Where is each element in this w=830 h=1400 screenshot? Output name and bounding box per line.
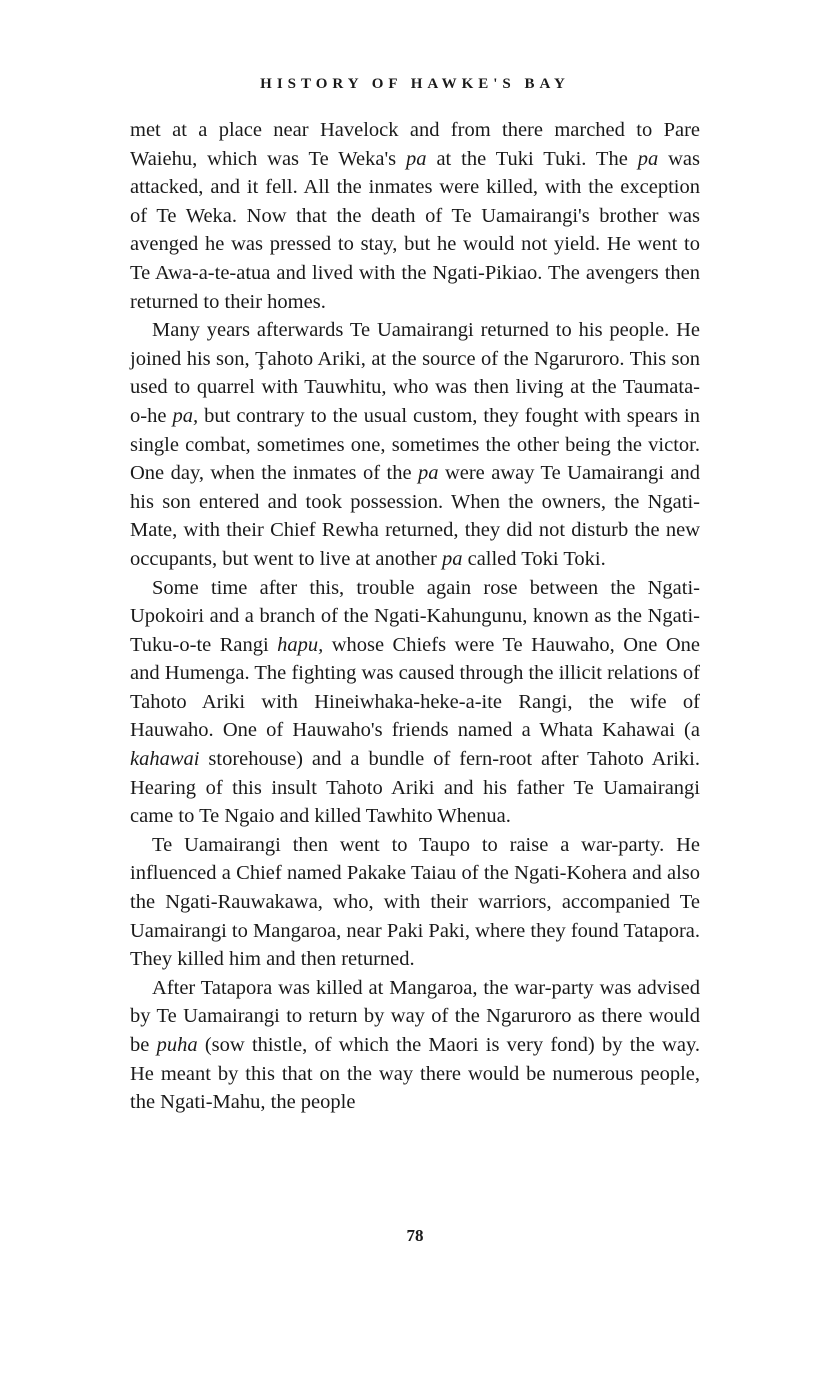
- italic-term: hapu,: [277, 633, 324, 656]
- text-run: but contrary to the usual custom, they fought with spears in single combat, sometimes one, sometimes the other being the victor. One day, when the inmates of the: [130, 404, 700, 485]
- running-head: HISTORY OF HAWKE'S BAY: [260, 76, 570, 92]
- text-run: Some time after this, trouble again rose between the Ngati-Upokoiri and a branch of the Ngati-Kahungunu, known as the Ngati-Tuku-o-te Rangi: [130, 576, 700, 656]
- italic-term: pa: [637, 147, 659, 170]
- body-text: [130, 116, 700, 1117]
- text-run: (sow thistle, of which the Maori is very fond) by the way. He meant by this that on the way there would be numerous people, the Ngati-Mahu, the people: [130, 1034, 701, 1114]
- text-run: was attacked, and it fell. All the inmates were killed, with the exception of Te Weka. Now that the death of Te Uamairangi's brother was avenged he was pressed to stay, but he would not yield. He went to Te Awa-a-te-atua and lived with the Ngati-Pikiao. The avengers then returned to their homes.: [130, 147, 700, 313]
- text-run: were away Te Uamairangi and his son entered and took possession. When the owners, the Ngati-Mate, with their Chief Rewha returned, they did not disturb the new occupants, but went to live at another: [130, 462, 700, 570]
- text-run: Te Uamairangi then went to Taupo to raise a war-party. He influenced a Chief named Pakake Taiau of the Ngati-Kohera and also the Ngati-Rauwakawa, who, with their warriors, accompanied Te Uamairangi to Mangaroa, near Paki Paki, where they found Tatapora. They killed him and then returned.: [130, 833, 700, 971]
- italic-term: pa: [418, 462, 439, 485]
- italic-term: kahawai: [130, 748, 200, 771]
- text-run: called Toki Toki.: [462, 547, 606, 570]
- italic-term: pa: [406, 147, 427, 170]
- paragraph: [130, 316, 700, 573]
- paragraph: [130, 974, 700, 1117]
- text-run: After Tatapora was killed at Mangaroa, the war-party was advised by Te Uamairangi to return by way of the Ngaruroro as there would be: [130, 976, 700, 1056]
- text-run: storehouse) and a bundle of fern-root after Tahoto Ariki. Hearing of this insult Tahoto Ariki and his father Te Uamairangi came to Te Ngaio and killed Tawhito Whenua.: [130, 748, 700, 828]
- text-run: met at a place near Havelock and from there marched to Pare Waiehu, which was Te Weka's: [130, 119, 700, 170]
- text-run: at the Tuki Tuki. The: [426, 147, 638, 170]
- italic-term: pa: [441, 547, 463, 570]
- italic-term: pa,: [172, 404, 199, 427]
- page-number: 78: [406, 1226, 424, 1245]
- text-run: Many years afterwards Te Uamairangi returned to his people. He joined his son, Ţahoto Ariki, at the source of the Ngaruroro. This son used to quarrel with Tauwhitu, who was then living at the Taumata-o-he: [130, 319, 700, 427]
- italic-term: puha: [156, 1034, 198, 1056]
- text-run: whose Chiefs were Te Hauwaho, One One and Humenga. The fighting was caused through the illicit relations of Tahoto Ariki with Hineiwhaka-heke-a-ite Rangi, the wife of Hauwaho. One of Hauwaho's friends named a Whata Kahawai (a: [130, 633, 701, 742]
- paragraph: [130, 574, 700, 831]
- paragraph: [130, 116, 700, 316]
- paragraph: [130, 831, 700, 974]
